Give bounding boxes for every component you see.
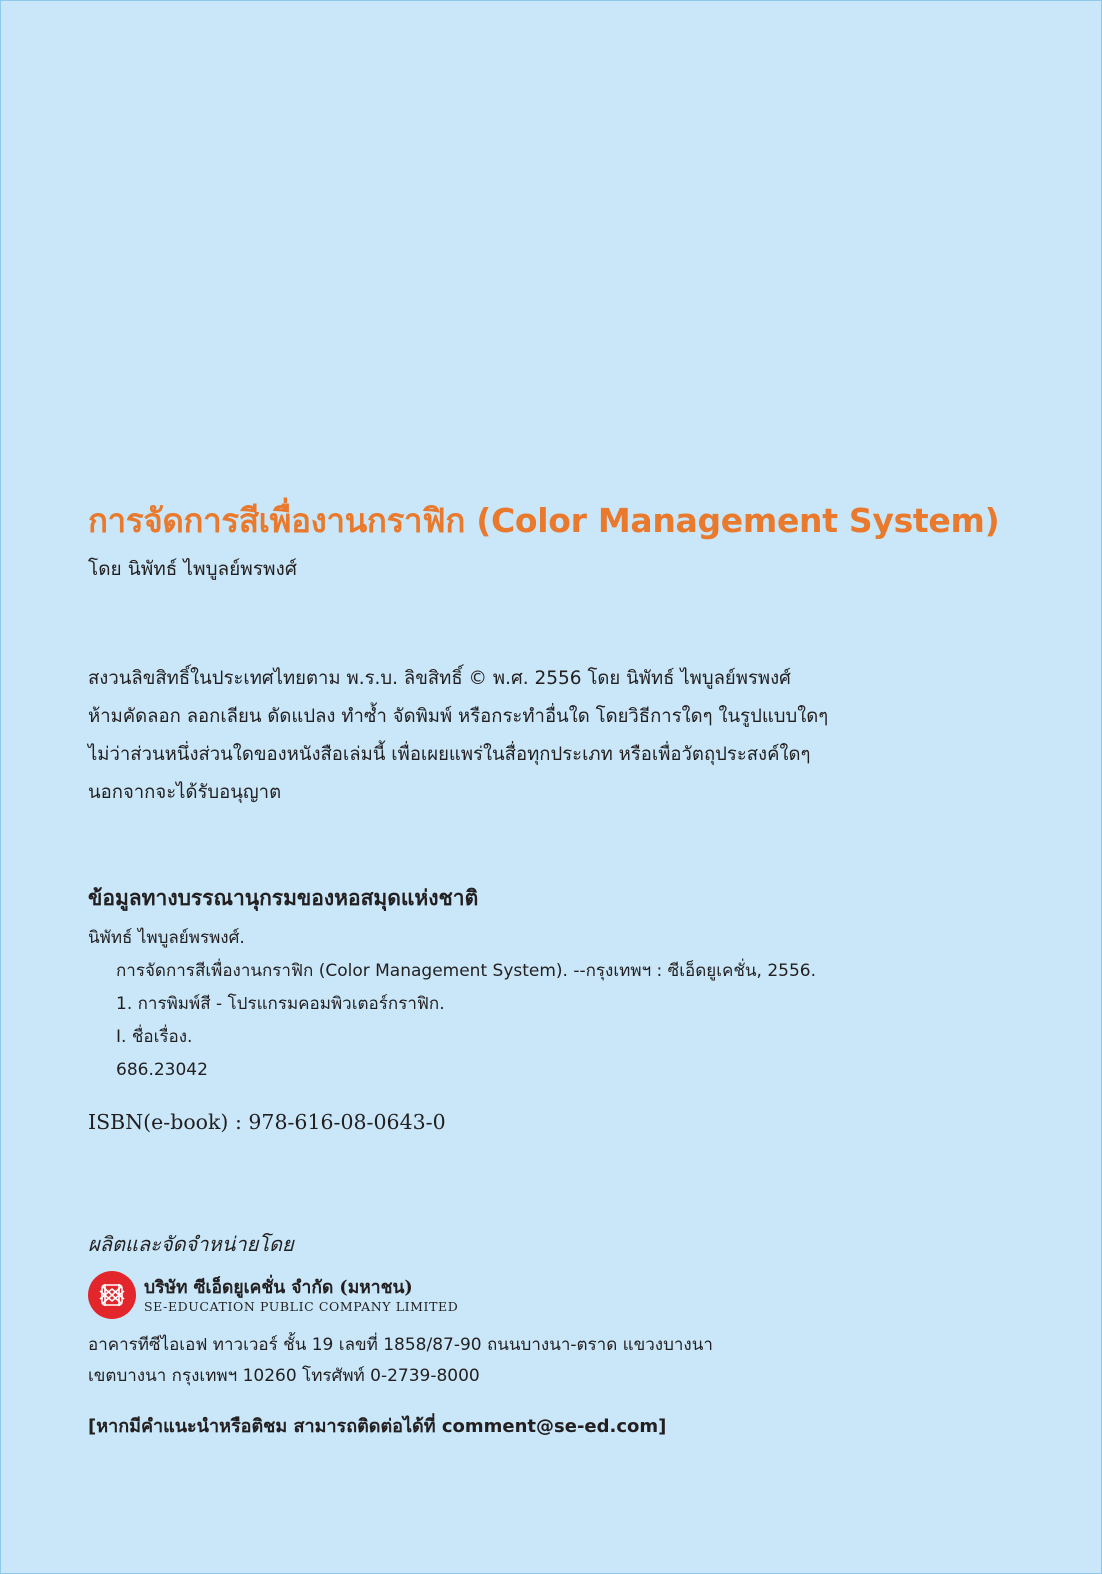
copyright-line: นอกจากจะได้รับอนุญาต [88,782,282,803]
cip-author: นิพัทธ์ ไพบูลย์พรพงศ์. [88,928,245,948]
company-name-thai: บริษัท ซีเอ็ดยูเคชั่น จำกัด (มหาชน) [144,1278,413,1298]
author-line: โดย นิพัทธ์ ไพบูลย์พรพงศ์ [88,558,297,580]
cip-subject-line: 1. การพิมพ์สี - โปรแกรมคอมพิวเตอร์กราฟิก. [116,994,445,1014]
cip-title-entry: I. ชื่อเรื่อง. [116,1027,193,1047]
contact-line: [หากมีคำแนะนำหรือติชม สามารถติดต่อได้ที่ comment@se-ed.com] [88,1416,667,1437]
se-ed-logo-icon [88,1271,136,1319]
copyright-line: สงวนลิขสิทธิ์ในประเทศไทยตาม พ.ร.บ. ลิขสิทธิ์ © พ.ศ. 2556 โดย นิพัทธ์ ไพบูลย์พรพงศ์ [88,668,791,689]
cip-classification: 686.23042 [116,1060,208,1080]
copyright-notice [88,660,988,812]
publisher-intro: ผลิตและจัดจำหน่ายโดย [88,1232,294,1256]
copyright-line: ห้ามคัดลอก ลอกเลียน ดัดแปลง ทำซ้ำ จัดพิมพ์ หรือกระทำอื่นใด โดยวิธีการใดๆ ในรูปแบบใดๆ [88,706,829,727]
copyright-line: ไม่ว่าส่วนหนึ่งส่วนใดของหนังสือเล่มนี้ เพื่อเผยแพร่ในสื่อทุกประเภท หรือเพื่อวัตถุประสงค์ใดๆ [88,744,811,765]
cip-block [88,922,988,1087]
isbn: ISBN(e-book) : 978-616-08-0643-0 [88,1110,446,1134]
address-line: อาคารทีซีไอเอฟ ทาวเวอร์ ชั้น 19 เลขที่ 1858/87-90 ถนนบางนา-ตราด แขวงบางนา [88,1335,713,1355]
publisher-address [88,1330,713,1392]
cip-title-line: การจัดการสีเพื่องานกราฟิก (Color Management System). --กรุงเทพฯ : ซีเอ็ดยูเคชั่น, 2556. [116,961,817,981]
cip-heading: ข้อมูลทางบรรณานุกรมของหอสมุดแห่งชาติ [88,885,479,910]
company-name-english: SE-EDUCATION PUBLIC COMPANY LIMITED [144,1299,459,1314]
book-title: การจัดการสีเพื่องานกราฟิก (Color Management System) [88,501,1000,540]
address-line: เขตบางนา กรุงเทพฯ 10260 โทรศัพท์ 0-2739-8000 [88,1366,480,1386]
